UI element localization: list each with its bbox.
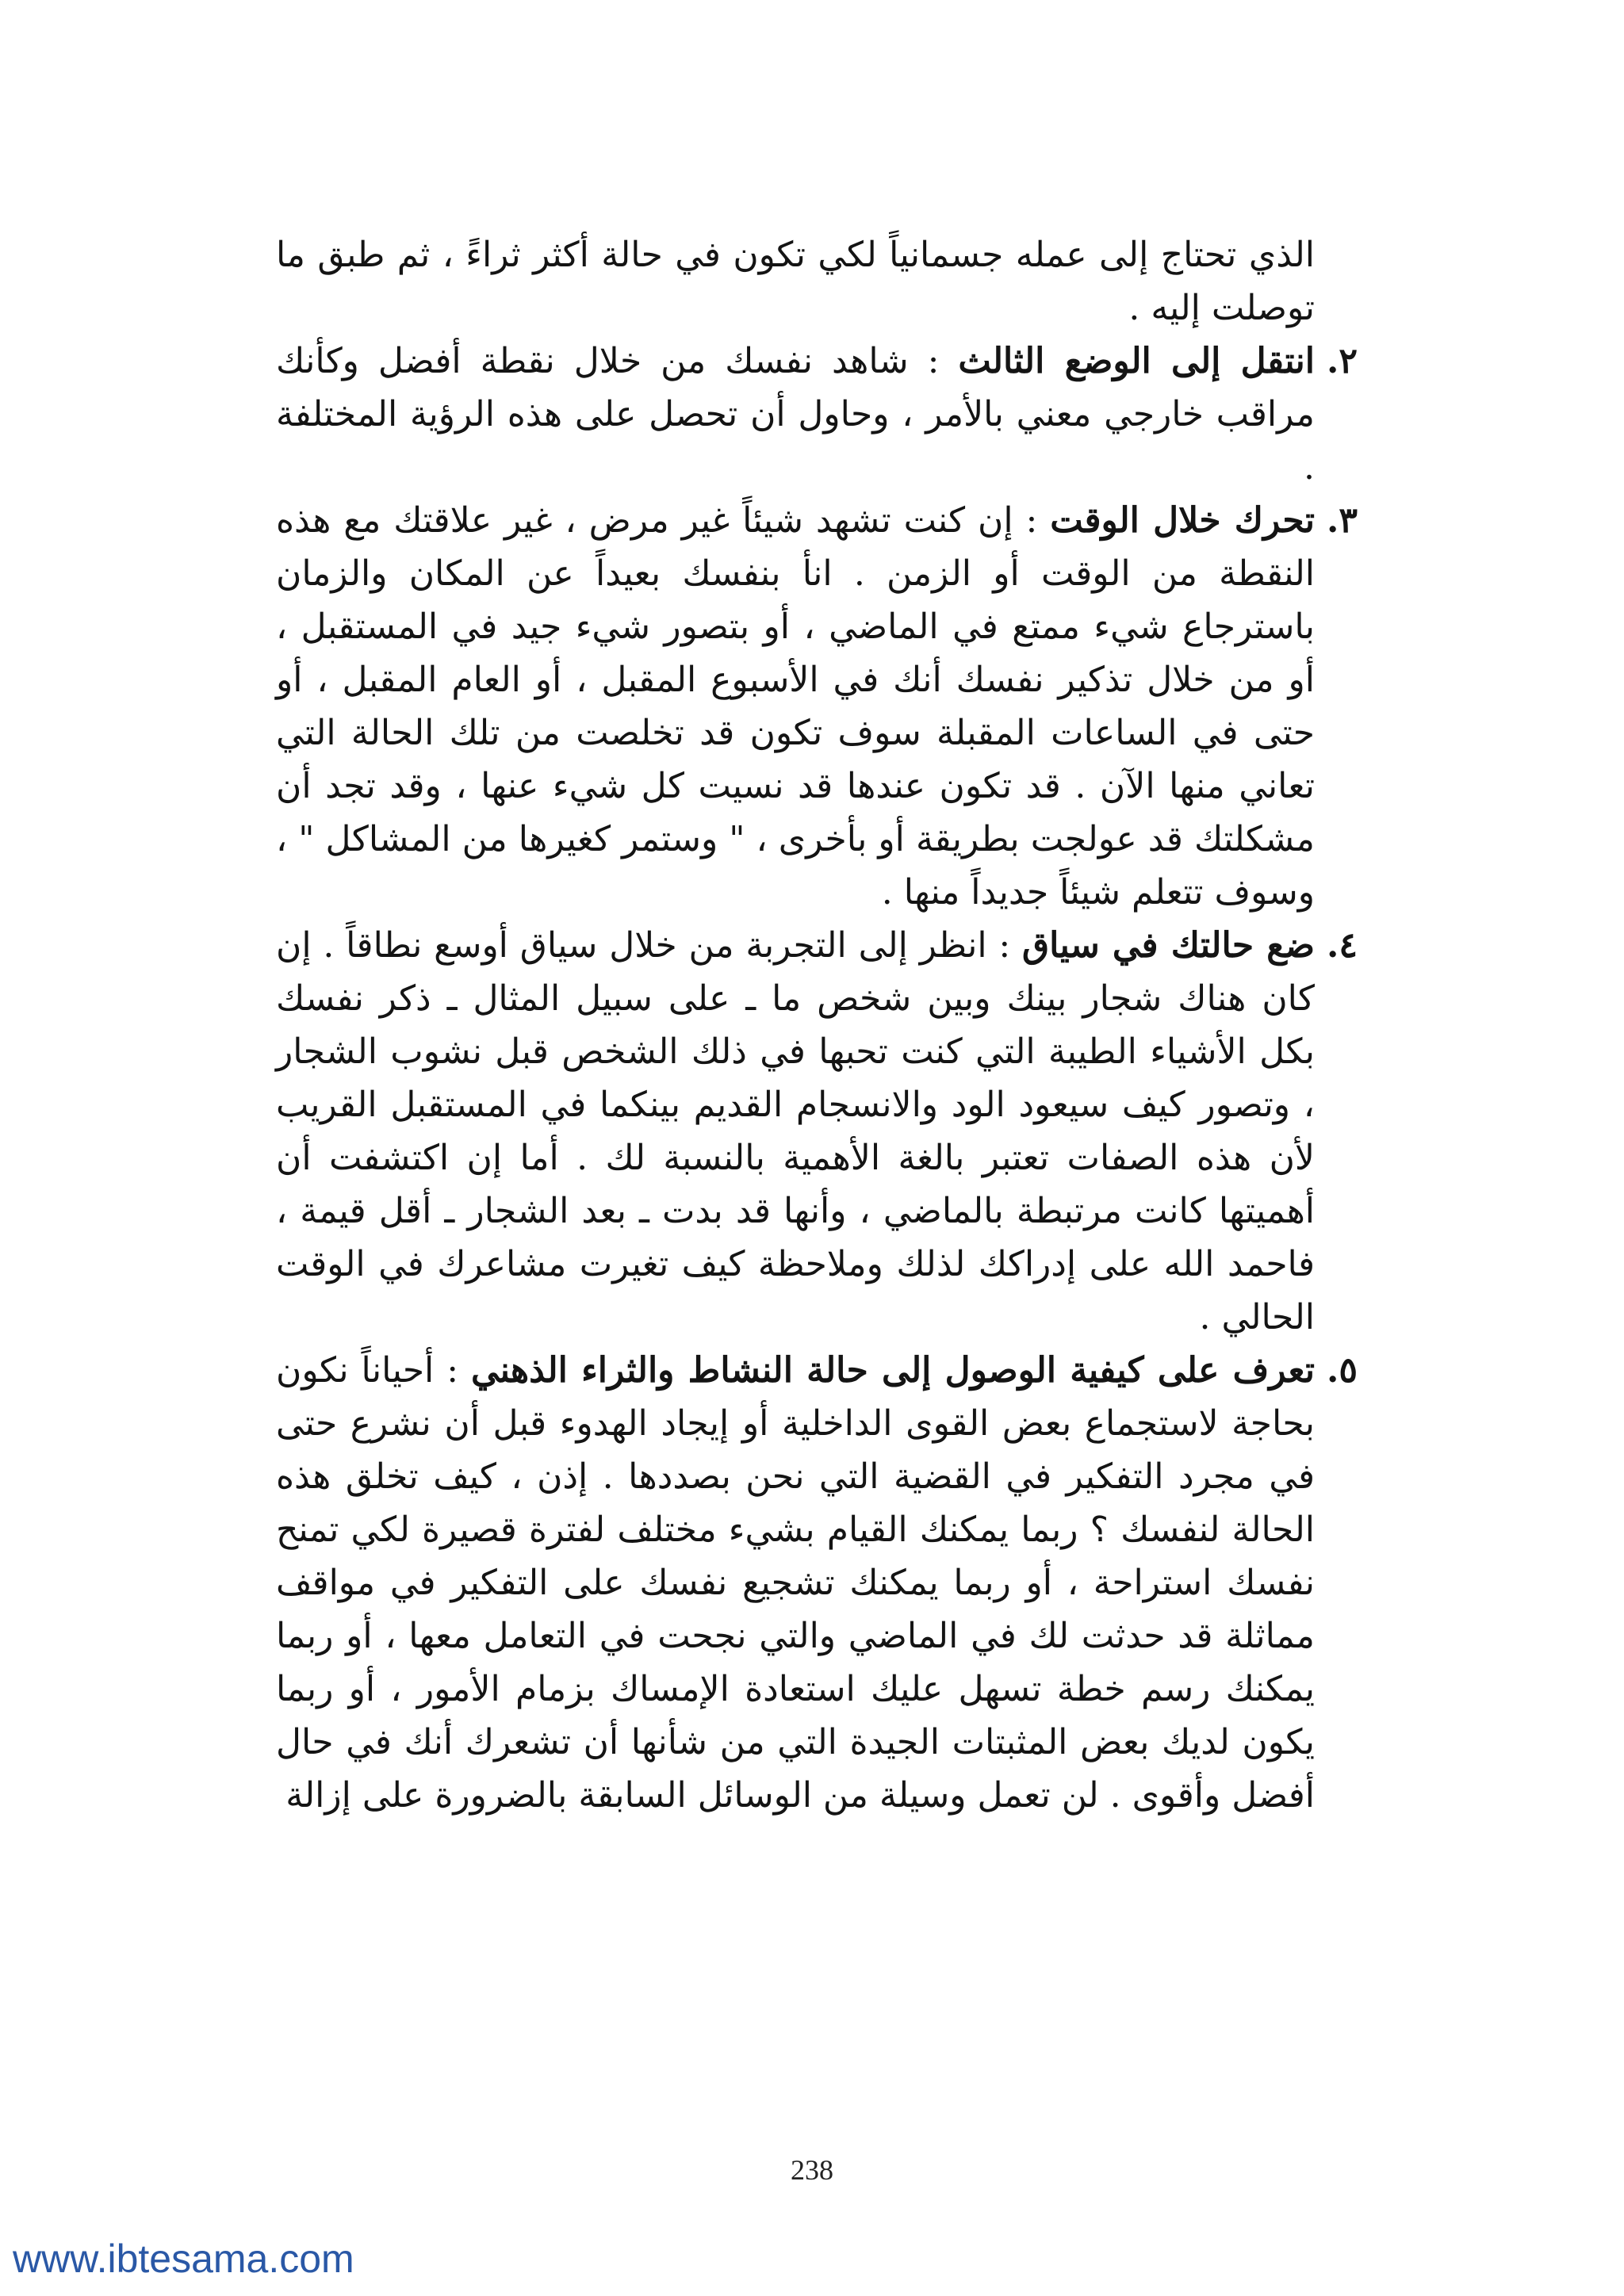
item-heading: تحرك خلال الوقت	[1050, 500, 1315, 541]
item-body: : أحياناً نكون بحاجة لاستجماع بعض القوى الداخلية أو إيجاد الهدوء قبل أن نشرع حتى في مجرد التفكير في القضية التي نحن بصددها . إذن ، كيف تخلق هذه الحالة لنفسك ؟ ربما يمكنك القيام بشيء مختلف لفترة قصيرة لكي تمنح نفسك استراحة ، أو ربما يمكنك تشجيع نفسك على التفكير في مواقف مماثلة قد حدثت لك في الماضي والتي نجحت في التعامل معها ، أو ربما يمكنك رسم خطة تسهل عليك استعادة الإمساك بزمام الأمور ، أو ربما يكون لديك بعض المثبتات الجيدة التي من شأنها أن تشعرك أنك في حال أفضل وأقوى . لن تعمل وسيلة من الوسائل السابقة بالضرورة على إزالة	[276, 1350, 1315, 1816]
item-body: : انظر إلى التجربة من خلال سياق أوسع نطاقاً . إن كان هناك شجار بينك وبين شخص ما ـ على سبيل المثال ـ ذكر نفسك بكل الأشياء الطيبة التي كنت تحبها في ذلك الشخص قبل نشوب الشجار ، وتصور كيف سيعود الود والانسجام القديم بينكما في المستقبل القريب لأن هذه الصفات تعتبر بالغة الأهمية بالنسبة لك . أما إن اكتشفت أن أهميتها كانت مرتبطة بالماضي ، وأنها قد بدت ـ بعد الشجار ـ أقل قيمة ، فاحمد الله على إدراكك لذلك وملاحظة كيف تغيرت مشاعرك في الوقت الحالي .	[276, 925, 1315, 1337]
list-item	[276, 335, 1358, 494]
page-body	[276, 228, 1358, 1822]
page-number: 238	[791, 2154, 833, 2186]
item-number: ٤.	[1327, 925, 1358, 966]
item-heading: انتقل إلى الوضع الثالث	[958, 341, 1315, 381]
item-heading: ضع حالتك في سياق	[1022, 925, 1315, 966]
item-number: ٢.	[1327, 341, 1358, 381]
list-item	[276, 1344, 1358, 1822]
item-number: ٣.	[1327, 500, 1358, 541]
item-body: : إن كنت تشهد شيئاً غير مرض ، غير علاقتك مع هذه النقطة من الوقت أو الزمن . انأ بنفسك بعيداً عن المكان والزمان باسترجاع شيء ممتع في الماضي ، أو بتصور شيء جيد في المستقبل ، أو من خلال تذكير نفسك أنك في الأسبوع المقبل ، أو العام المقبل ، أو حتى في الساعات المقبلة سوف تكون قد تخلصت من تلك الحالة التي تعاني منها الآن . قد تكون عندها قد نسيت كل شيء عنها ، وقد تجد أن مشكلتك قد عولجت بطريقة أو بأخرى ، " وستمر كغيرها من المشاكل " ، وسوف تتعلم شيئاً جديداً منها .	[276, 500, 1315, 913]
watermark-url[interactable]: www.ibtesama.com	[13, 2237, 354, 2281]
list-item	[276, 494, 1358, 919]
item-body: : شاهد نفسك من خلال نقطة أفضل وكأنك مراقب خارجي معني بالأمر ، وحاول أن تحصل على هذه الرؤية المختلفة .	[276, 341, 1315, 488]
numbered-list	[276, 335, 1358, 1822]
item-heading: تعرف على كيفية الوصول إلى حالة النشاط والثراء الذهني	[470, 1350, 1315, 1391]
list-item	[276, 919, 1358, 1344]
intro-paragraph: الذي تحتاج إلى عمله جسمانياً لكي تكون في حالة أكثر ثراءً ، ثم طبق ما توصلت إليه .	[276, 235, 1315, 328]
item-number: ٥.	[1327, 1350, 1358, 1391]
